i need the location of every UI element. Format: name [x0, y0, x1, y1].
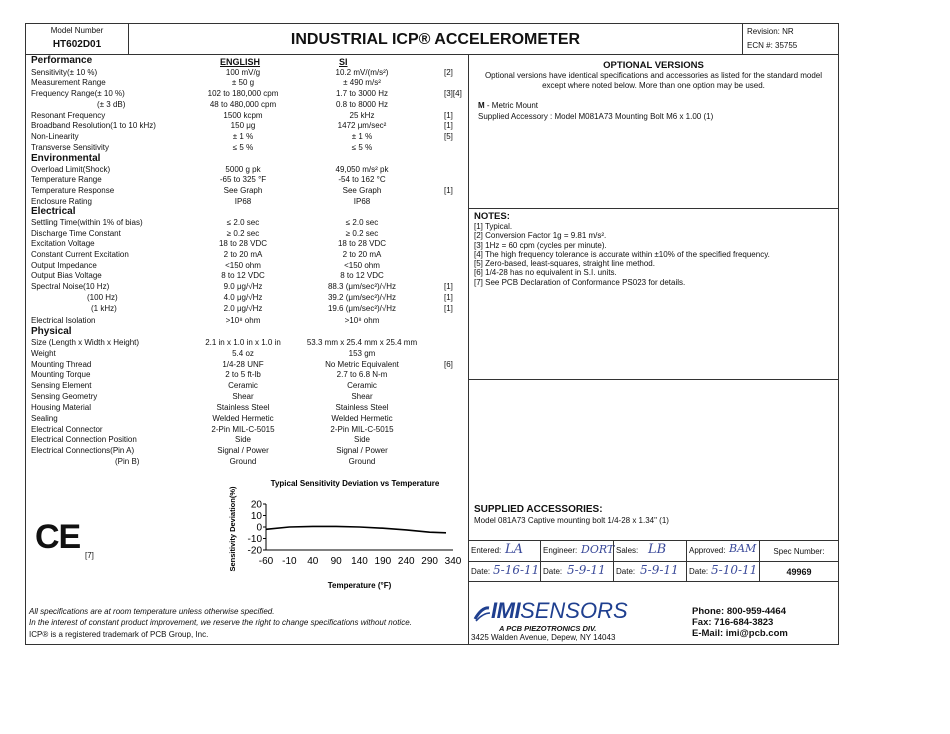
spec-row: [25, 78, 469, 89]
spec-note-ref: [1]: [444, 186, 453, 195]
spec-label: (1 kHz): [91, 304, 117, 313]
entered-cell: [468, 540, 541, 562]
spec-english-value: See Graph: [223, 186, 263, 195]
company-email: E-Mail: imi@pcb.com: [692, 628, 788, 639]
spec-row: [25, 197, 469, 208]
spec-english-value: 102 to 180,000 cpm: [207, 89, 279, 98]
date-value-3: 5-9-11: [640, 563, 679, 577]
spec-english-value: Ground: [229, 457, 257, 466]
spec-row: [25, 100, 469, 111]
spec-english-value: 1/4-28 UNF: [222, 360, 264, 369]
spec-english-value: -65 to 325 °F: [219, 175, 267, 184]
chart-y-tick-label: -10: [247, 534, 262, 545]
spec-si-value: No Metric Equivalent: [325, 360, 399, 369]
spec-row: [25, 261, 469, 272]
spec-label: Non-Linearity: [31, 132, 79, 141]
footer-notes: [29, 606, 459, 641]
spec-english-value: ≤ 2.0 sec: [226, 218, 260, 227]
spec-si-value: 8 to 12 VDC: [340, 271, 384, 280]
spec-english-value: 4.0 μg/√Hz: [223, 293, 263, 302]
spec-number-label: Spec Number:: [773, 547, 825, 556]
spec-english-value: 100 mV/g: [225, 68, 261, 77]
spec-english-value: ± 1 %: [232, 132, 254, 141]
spec-row: [25, 338, 469, 349]
section-physical: Physical: [31, 326, 72, 337]
note-item: [1] Typical.: [474, 222, 513, 231]
spec-label: Size (Length x Width x Height): [31, 338, 140, 347]
date-value-2: 5-9-11: [567, 563, 606, 577]
spec-row: [25, 229, 469, 240]
spec-si-value: Side: [353, 435, 370, 444]
spec-row: [25, 316, 469, 327]
spec-si-value: Welded Hermetic: [331, 414, 393, 423]
spec-english-value: 2 to 20 mA: [223, 250, 263, 259]
note-item: [3] 1Hz = 60 cpm (cycles per minute).: [474, 240, 607, 250]
spec-si-value: 2.7 to 6.8 N-m: [336, 370, 388, 379]
spec-label: Enclosure Rating: [31, 197, 92, 206]
spec-note-ref: [1]: [444, 293, 453, 302]
entered-signature: LA: [505, 542, 524, 557]
chart-x-tick-label: 40: [307, 556, 319, 567]
company-division: A PCB PIEZOTRONICS DIV.: [499, 624, 597, 633]
spec-english-value: 1500 kcpm: [223, 111, 263, 120]
spec-english-value: ≤ 5 %: [232, 143, 254, 152]
spec-row: [25, 282, 469, 293]
sales-label: Sales:: [616, 546, 639, 555]
spec-english-value: ± 50 g: [231, 78, 255, 87]
spec-si-value: 153 gm: [348, 349, 376, 358]
approved-signature: BAM: [729, 542, 757, 555]
spec-si-value: 0.8 to 8000 Hz: [335, 100, 389, 109]
date-label-4: Date:: [689, 567, 709, 576]
spec-si-value: -54 to 162 °C: [338, 175, 386, 184]
spec-si-value: 25 kHz: [349, 111, 375, 120]
spec-row: [25, 349, 469, 360]
company-phone: Phone: 800-959-4464: [692, 606, 786, 617]
chart-y-label: Sensitivity Deviation(%): [228, 486, 237, 572]
notes-box: [468, 208, 839, 380]
spec-english-value: ≥ 0.2 sec: [226, 229, 260, 238]
spec-english-value: 2.1 in x 1.0 in x 1.0 in: [205, 338, 281, 347]
date-cell-3: [613, 561, 687, 582]
spec-row: [25, 403, 469, 414]
spec-label: (Pin B): [115, 457, 140, 466]
spec-si-value: Ceramic: [347, 381, 377, 390]
spec-label: Mounting Torque: [31, 370, 91, 379]
spec-english-value: 2-Pin MIL-C-5015: [211, 425, 275, 434]
spec-row: [25, 271, 469, 282]
spec-si-value: 10.2 mV/(m/s²): [335, 68, 389, 77]
spec-label: Overload Limit(Shock): [31, 165, 111, 174]
date-label-3: Date:: [616, 567, 636, 576]
spec-si-value: <150 ohm: [344, 261, 380, 270]
spec-si-value: 53.3 mm x 25.4 mm x 25.4 mm: [306, 338, 418, 347]
ce-note: [7]: [85, 551, 94, 560]
spec-note-ref: [2]: [444, 68, 453, 77]
optional-desc-line-2: except where noted below. More than one option may be used.: [542, 81, 765, 90]
spec-label: Sensitivity(± 10 %): [31, 68, 98, 77]
spec-label: Weight: [31, 349, 56, 358]
spec-row: [25, 218, 469, 229]
spec-english-value: Shear: [232, 392, 254, 401]
chart-y-tick-label: -20: [247, 545, 262, 557]
spec-row: [25, 68, 469, 79]
note-item: [6] 1/4-28 has no equivalent in S.I. units.: [474, 268, 617, 278]
chart-y-tick-label: 0: [256, 522, 262, 534]
spec-label: Sealing: [31, 414, 58, 423]
spec-note-ref: [1]: [444, 282, 453, 291]
ecn-number: ECN #: 35755: [747, 41, 798, 50]
spec-english-value: 2 to 5 ft-lb: [225, 370, 261, 379]
date-cell-2: [540, 561, 614, 582]
spec-row: [25, 121, 469, 132]
spec-si-value: 1472 μm/sec²: [337, 121, 387, 130]
chart-x-tick-label: 240: [397, 556, 415, 567]
spec-note-ref: [5]: [444, 132, 453, 141]
engineer-label: Engineer:: [543, 546, 578, 555]
spec-si-value: Stainless Steel: [335, 403, 389, 412]
spec-label: Spectral Noise(10 Hz): [31, 282, 110, 291]
spec-english-value: >10⁸ ohm: [225, 316, 261, 325]
spec-label: Sensing Element: [31, 381, 92, 390]
chart-x-label: Temperature (°F): [327, 581, 392, 590]
spec-number-cell: [759, 561, 839, 582]
spec-row: [25, 165, 469, 176]
spec-row: [25, 304, 469, 315]
spec-number-label-cell: [759, 540, 839, 562]
chart-x-tick-label: 90: [330, 556, 342, 567]
spec-label: (± 3 dB): [97, 100, 126, 109]
spec-si-value: ± 1 %: [351, 132, 373, 141]
date-label-1: Date:: [471, 567, 491, 576]
metric-option-code: M: [478, 101, 485, 110]
spec-row: [25, 186, 469, 197]
spec-english-value: Signal / Power: [217, 446, 269, 455]
spec-label: Electrical Connections(Pin A): [31, 446, 135, 455]
spec-si-value: ± 490 m/s²: [343, 78, 381, 87]
spec-english-value: Ceramic: [228, 381, 258, 390]
metric-option-detail: Supplied Accessory : Model M081A73 Mounting Bolt M6 x 1.00 (1): [478, 112, 714, 121]
spec-label: Frequency Range(± 10 %): [31, 89, 125, 98]
spec-row: [25, 370, 469, 381]
spec-label: Constant Current Excitation: [31, 250, 129, 259]
si-column-header: SI: [339, 57, 348, 67]
approved-cell: [686, 540, 760, 562]
spec-si-value: Shear: [351, 392, 373, 401]
date-value-1: 5-16-11: [493, 563, 540, 577]
spec-si-value: Ground: [348, 457, 376, 466]
spec-note-ref: [3][4]: [444, 89, 462, 98]
revision: Revision: NR: [747, 27, 794, 36]
spec-row: [25, 239, 469, 250]
spec-english-value: Welded Hermetic: [212, 414, 274, 423]
spec-number-value: 49969: [786, 567, 812, 577]
note-item: [7] See PCB Declaration of Conformance PS023 for details.: [474, 277, 686, 287]
spec-row: [25, 435, 469, 446]
optional-versions-box: [468, 54, 839, 209]
supplied-accessories-box: [468, 379, 839, 541]
spec-si-value: 88.3 (μm/sec²)/√Hz: [327, 282, 397, 291]
spec-label: Electrical Connection Position: [31, 435, 137, 444]
spec-label: Electrical Isolation: [31, 316, 96, 325]
logo-swoosh-icon: [473, 605, 491, 623]
temperature-chart: [225, 476, 465, 594]
metric-mount-option: [478, 101, 538, 112]
spec-english-value: IP68: [234, 197, 252, 206]
spec-english-value: <150 ohm: [225, 261, 261, 270]
spec-english-value: 8 to 12 VDC: [221, 271, 265, 280]
spec-english-value: 48 to 480,000 cpm: [209, 100, 277, 109]
date-value-4: 5-10-11: [711, 563, 758, 577]
spec-si-value: IP68: [353, 197, 371, 206]
entered-label: Entered:: [471, 546, 502, 555]
chart-x-tick-label: 340: [444, 556, 462, 567]
spec-note-ref: [6]: [444, 360, 453, 369]
spec-english-value: 150 μg: [230, 121, 256, 130]
spec-si-value: 2 to 20 mA: [342, 250, 382, 259]
spec-label: Broadband Resolution(1 to 10 kHz): [31, 121, 156, 130]
spec-row: [25, 381, 469, 392]
spec-label: Sensing Geometry: [31, 392, 98, 401]
spec-english-value: Stainless Steel: [216, 403, 270, 412]
chart-y-tick-label: 10: [250, 511, 262, 522]
spec-si-value: 39.2 (μm/sec²)/√Hz: [327, 293, 397, 302]
model-number-value: HT602D01: [52, 39, 102, 50]
spec-si-value: ≥ 0.2 sec: [345, 229, 379, 238]
spec-english-value: Side: [234, 435, 251, 444]
metric-option-label: - Metric Mount: [484, 101, 539, 110]
spec-row: [25, 360, 469, 371]
imi-sensors-logo: [473, 598, 628, 624]
spec-label: Measurement Range: [31, 78, 106, 87]
spec-label: Housing Material: [31, 403, 92, 412]
signoff-grid: [468, 540, 839, 582]
spec-row: [25, 89, 469, 100]
approved-label: Approved:: [689, 546, 726, 555]
optional-versions-title: OPTIONAL VERSIONS: [603, 60, 704, 71]
footer-line-1: All specifications are at room temperature unless otherwise specified.: [29, 607, 275, 616]
section-environmental: Environmental: [31, 153, 101, 164]
spec-english-value: 2.0 μg/√Hz: [223, 304, 263, 313]
temperature-chart-svg: [225, 476, 465, 594]
accessories-title: SUPPLIED ACCESSORIES:: [474, 504, 603, 515]
logo-sensors: SENSORS: [520, 598, 628, 623]
english-column-header: ENGLISH: [220, 57, 261, 67]
chart-x-tick-label: 140: [351, 556, 368, 567]
spec-si-value: 19.6 (μm/sec²)/√Hz: [327, 304, 397, 313]
date-cell-4: [686, 561, 760, 582]
revision-box: [742, 23, 839, 55]
spec-english-value: 18 to 28 VDC: [218, 239, 268, 248]
spec-label: Temperature Range: [31, 175, 102, 184]
spec-row: [25, 175, 469, 186]
spec-label: Settling Time(within 1% of bias): [31, 218, 143, 227]
spec-row: [25, 111, 469, 122]
spec-row: [25, 457, 469, 468]
engineer-cell: [540, 540, 614, 562]
spec-si-value: Signal / Power: [336, 446, 388, 455]
spec-label: Output Impedance: [31, 261, 97, 270]
spec-si-value: ≤ 5 %: [351, 143, 373, 152]
spec-row: [25, 392, 469, 403]
company-address: 3425 Walden Avenue, Depew, NY 14043: [471, 633, 616, 642]
note-item: [2] Conversion Factor 1g = 9.81 m/s².: [474, 231, 607, 241]
spec-table: [25, 0, 469, 480]
spec-si-value: >10⁸ ohm: [344, 316, 380, 325]
spec-label: Excitation Voltage: [31, 239, 95, 248]
document-title: INDUSTRIAL ICP® ACCELEROMETER: [290, 31, 581, 48]
note-item: [4] The high frequency tolerance is accurate within ±10% of the specified frequency.: [474, 249, 770, 259]
sales-cell: [613, 540, 687, 562]
spec-label: Electrical Connector: [31, 425, 103, 434]
spec-row: [25, 132, 469, 143]
chart-series-line: [266, 526, 446, 532]
footer-line-3: ICP® is a registered trademark of PCB Group, Inc.: [29, 630, 209, 639]
accessory-item: Model 081A73 Captive mounting bolt 1/4-28 x 1.34" (1): [474, 516, 669, 525]
spec-english-value: 5.4 oz: [232, 349, 254, 358]
spec-note-ref: [1]: [444, 121, 453, 130]
date-label-2: Date:: [543, 567, 563, 576]
spec-english-value: 9.0 μg/√Hz: [223, 282, 263, 291]
ce-mark: CE: [35, 518, 81, 556]
chart-title: Typical Sensitivity Deviation vs Temperature: [270, 479, 440, 488]
spec-note-ref: [1]: [444, 304, 453, 313]
spec-row: [25, 446, 469, 457]
spec-si-value: ≤ 2.0 sec: [345, 218, 379, 227]
chart-y-tick-label: 20: [250, 499, 262, 511]
note-item: [5] Zero-based, least-squares, straight line method.: [474, 259, 655, 269]
notes-list: [474, 222, 770, 287]
spec-english-value: 5000 g pk: [225, 165, 261, 174]
chart-x-tick-label: -10: [282, 556, 297, 567]
spec-note-ref: [1]: [444, 111, 453, 120]
logo-imi: IMI: [491, 598, 521, 623]
engineer-signature: DORT: [581, 543, 615, 556]
spec-si-value: 2-Pin MIL-C-5015: [330, 425, 394, 434]
spec-label: Transverse Sensitivity: [31, 143, 109, 152]
spec-si-value: 18 to 28 VDC: [337, 239, 387, 248]
section-electrical: Electrical: [31, 206, 76, 217]
spec-si-value: 49,050 m/s² pk: [335, 165, 389, 174]
section-performance: Performance: [31, 55, 93, 66]
chart-x-tick-label: 290: [421, 556, 438, 567]
spec-label: Mounting Thread: [31, 360, 92, 369]
spec-si-value: See Graph: [342, 186, 382, 195]
spec-row: [25, 250, 469, 261]
model-number-label: Model Number: [50, 26, 104, 35]
spec-row: [25, 414, 469, 425]
company-box: [468, 581, 839, 645]
spec-si-value: 1.7 to 3000 Hz: [335, 89, 389, 98]
notes-title: NOTES:: [474, 211, 510, 222]
company-fax: Fax: 716-684-3823: [692, 617, 774, 628]
chart-x-tick-label: -60: [258, 556, 274, 567]
footer-line-2: In the interest of constant product improvement, we reserve the right to change specifications without notice.: [29, 618, 412, 627]
spec-row: [25, 425, 469, 436]
spec-label: Output Bias Voltage: [31, 271, 102, 280]
sales-signature: LB: [648, 542, 667, 557]
spec-label: Resonant Frequency: [31, 111, 106, 120]
optional-desc-line-1: Optional versions have identical specifications and accessories as listed for the standard model: [484, 71, 823, 80]
spec-row: [25, 293, 469, 304]
date-cell-1: [468, 561, 541, 582]
spec-row: [25, 143, 469, 154]
spec-label: Temperature Response: [31, 186, 115, 195]
spec-label: Discharge Time Constant: [31, 229, 121, 238]
spec-label: (100 Hz): [87, 293, 118, 302]
chart-x-tick-label: 190: [374, 556, 392, 567]
